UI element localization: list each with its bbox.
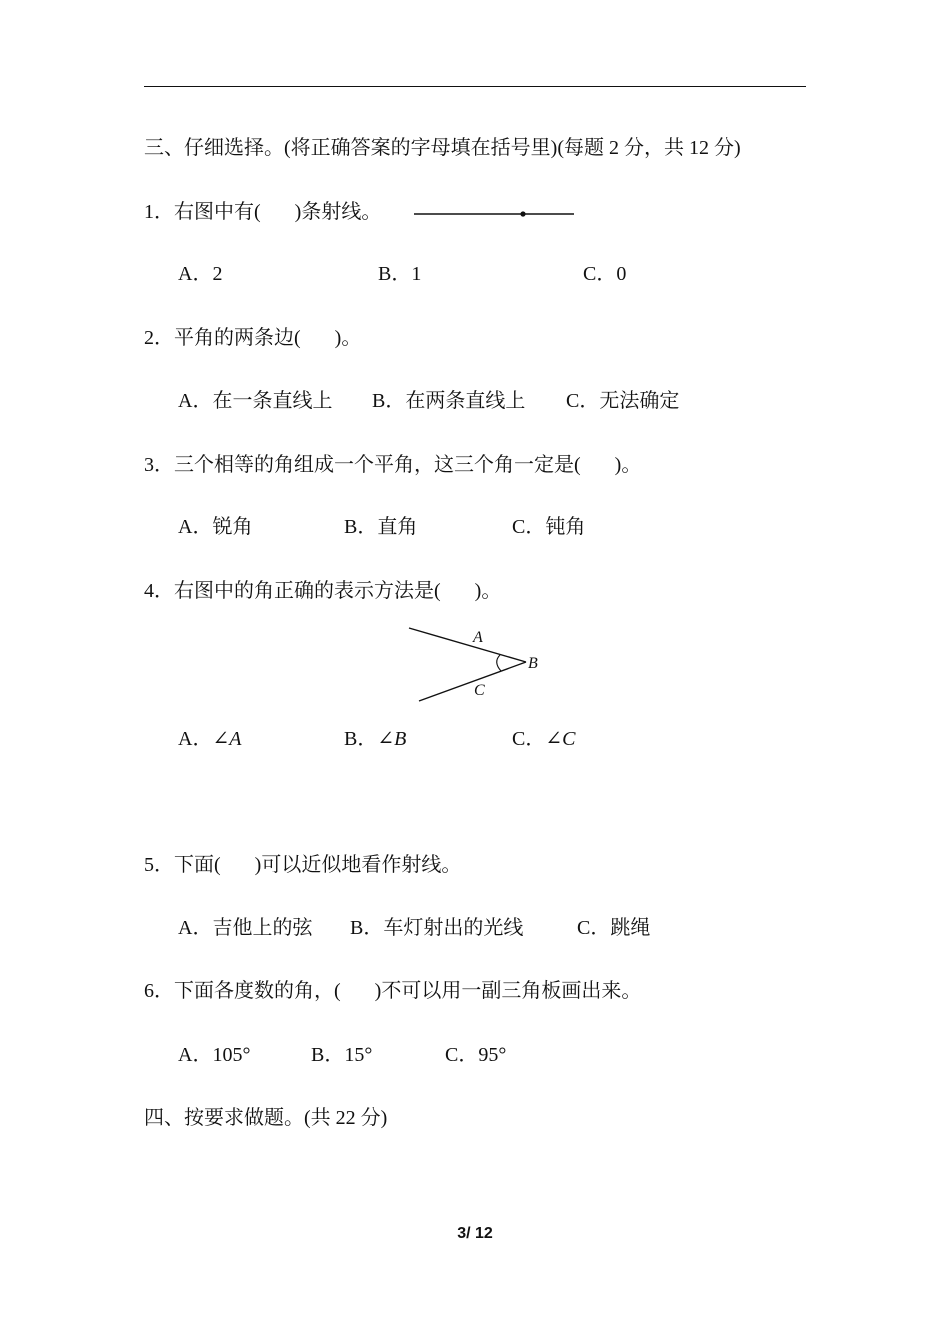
option-text: 钝角 xyxy=(545,516,586,538)
question-text-post: )可以近似地看作射线。 xyxy=(254,854,462,876)
option-letter: B． xyxy=(311,1044,345,1066)
question-4 xyxy=(144,578,501,604)
point-dot xyxy=(520,211,525,216)
angle-ray-upper xyxy=(409,628,526,662)
option-text: 在两条直线上 xyxy=(405,390,526,412)
question-3 xyxy=(144,452,641,478)
label-c: C xyxy=(474,682,485,699)
option-text: 锐角 xyxy=(212,516,253,538)
option-c[interactable] xyxy=(512,514,585,540)
option-a[interactable] xyxy=(178,388,332,414)
question-text-post: )不可以用一副三角板画出来。 xyxy=(374,980,642,1002)
option-letter: A． xyxy=(178,1044,213,1066)
question-text-pre: 下面各度数的角，( xyxy=(174,980,341,1002)
question-text-pre: 下面( xyxy=(174,854,221,876)
header-rule xyxy=(144,86,806,87)
page-number: 3/ 12 xyxy=(457,1225,493,1242)
ray-figure xyxy=(412,204,578,224)
option-letter: A． xyxy=(178,263,213,285)
label-a: A xyxy=(473,629,483,646)
option-text: 在一条直线上 xyxy=(212,390,333,412)
option-c[interactable] xyxy=(577,915,650,941)
option-b[interactable] xyxy=(378,261,421,287)
option-a[interactable] xyxy=(178,514,252,540)
option-letter: A． xyxy=(178,516,213,538)
option-letter: B． xyxy=(350,917,384,939)
question-6 xyxy=(144,978,641,1004)
question-text-post: )条射线。 xyxy=(294,201,382,223)
angle-arc xyxy=(497,655,501,671)
option-a[interactable] xyxy=(178,915,312,941)
question-2 xyxy=(144,325,361,351)
question-text-pre: 右图中有( xyxy=(174,201,261,223)
option-c[interactable] xyxy=(445,1042,506,1068)
option-letter: A． xyxy=(178,917,213,939)
section3-title: 三、仔细选择。(将正确答案的字母填在括号里)(每题 2 分，共 12 分) xyxy=(144,137,741,159)
question-number: 6． xyxy=(144,980,174,1002)
option-text: 车灯射出的光线 xyxy=(383,917,524,939)
angle-symbol: ∠ xyxy=(377,728,395,750)
question-text-post: )。 xyxy=(334,327,362,349)
option-letter: B． xyxy=(344,516,378,538)
angle-symbol: ∠ xyxy=(212,728,230,750)
option-letter: C． xyxy=(512,728,546,750)
option-text: 跳绳 xyxy=(610,917,651,939)
option-letter: C． xyxy=(577,917,611,939)
option-b[interactable] xyxy=(344,726,406,752)
option-a[interactable] xyxy=(178,1042,250,1068)
option-text: 吉他上的弦 xyxy=(212,917,313,939)
section4-title: 四、按要求做题。(共 22 分) xyxy=(144,1107,388,1129)
angle-ray-lower xyxy=(419,662,526,701)
option-text: 无法确定 xyxy=(599,390,680,412)
question-text-post: )。 xyxy=(474,580,502,602)
option-a[interactable] xyxy=(178,726,241,752)
question-number: 4． xyxy=(144,580,174,602)
option-letter: C． xyxy=(566,390,600,412)
option-letter: B． xyxy=(344,728,378,750)
question-text-pre: 三个相等的角组成一个平角，这三个角一定是( xyxy=(174,454,581,476)
option-c[interactable] xyxy=(566,388,679,414)
question-number: 5． xyxy=(144,854,174,876)
option-text: 2 xyxy=(212,263,223,285)
option-b[interactable] xyxy=(311,1042,372,1068)
angle-figure xyxy=(400,620,560,710)
option-c[interactable] xyxy=(583,261,626,287)
option-letter: A． xyxy=(178,728,213,750)
question-1 xyxy=(144,199,381,225)
option-text: B xyxy=(394,728,407,750)
option-text: 95° xyxy=(478,1044,507,1066)
label-b: B xyxy=(528,655,538,672)
option-text: 1 xyxy=(411,263,422,285)
question-text-pre: 右图中的角正确的表示方法是( xyxy=(174,580,441,602)
angle-symbol: ∠ xyxy=(545,728,563,750)
option-text: 直角 xyxy=(377,516,418,538)
option-letter: B． xyxy=(378,263,412,285)
option-letter: C． xyxy=(445,1044,479,1066)
option-text: C xyxy=(562,728,576,750)
option-text: 105° xyxy=(212,1044,251,1066)
question-text-pre: 平角的两条边( xyxy=(174,327,301,349)
question-number: 3． xyxy=(144,454,174,476)
option-text: A xyxy=(229,728,242,750)
question-5 xyxy=(144,852,461,878)
option-c[interactable] xyxy=(512,726,575,752)
option-letter: C． xyxy=(583,263,617,285)
option-text: 0 xyxy=(616,263,627,285)
option-b[interactable] xyxy=(372,388,525,414)
question-text-post: )。 xyxy=(614,454,642,476)
question-number: 1． xyxy=(144,201,174,223)
option-text: 15° xyxy=(344,1044,373,1066)
option-letter: A． xyxy=(178,390,213,412)
option-letter: B． xyxy=(372,390,406,412)
option-a[interactable] xyxy=(178,261,222,287)
question-number: 2． xyxy=(144,327,174,349)
option-b[interactable] xyxy=(344,514,417,540)
option-letter: C． xyxy=(512,516,546,538)
option-b[interactable] xyxy=(350,915,523,941)
